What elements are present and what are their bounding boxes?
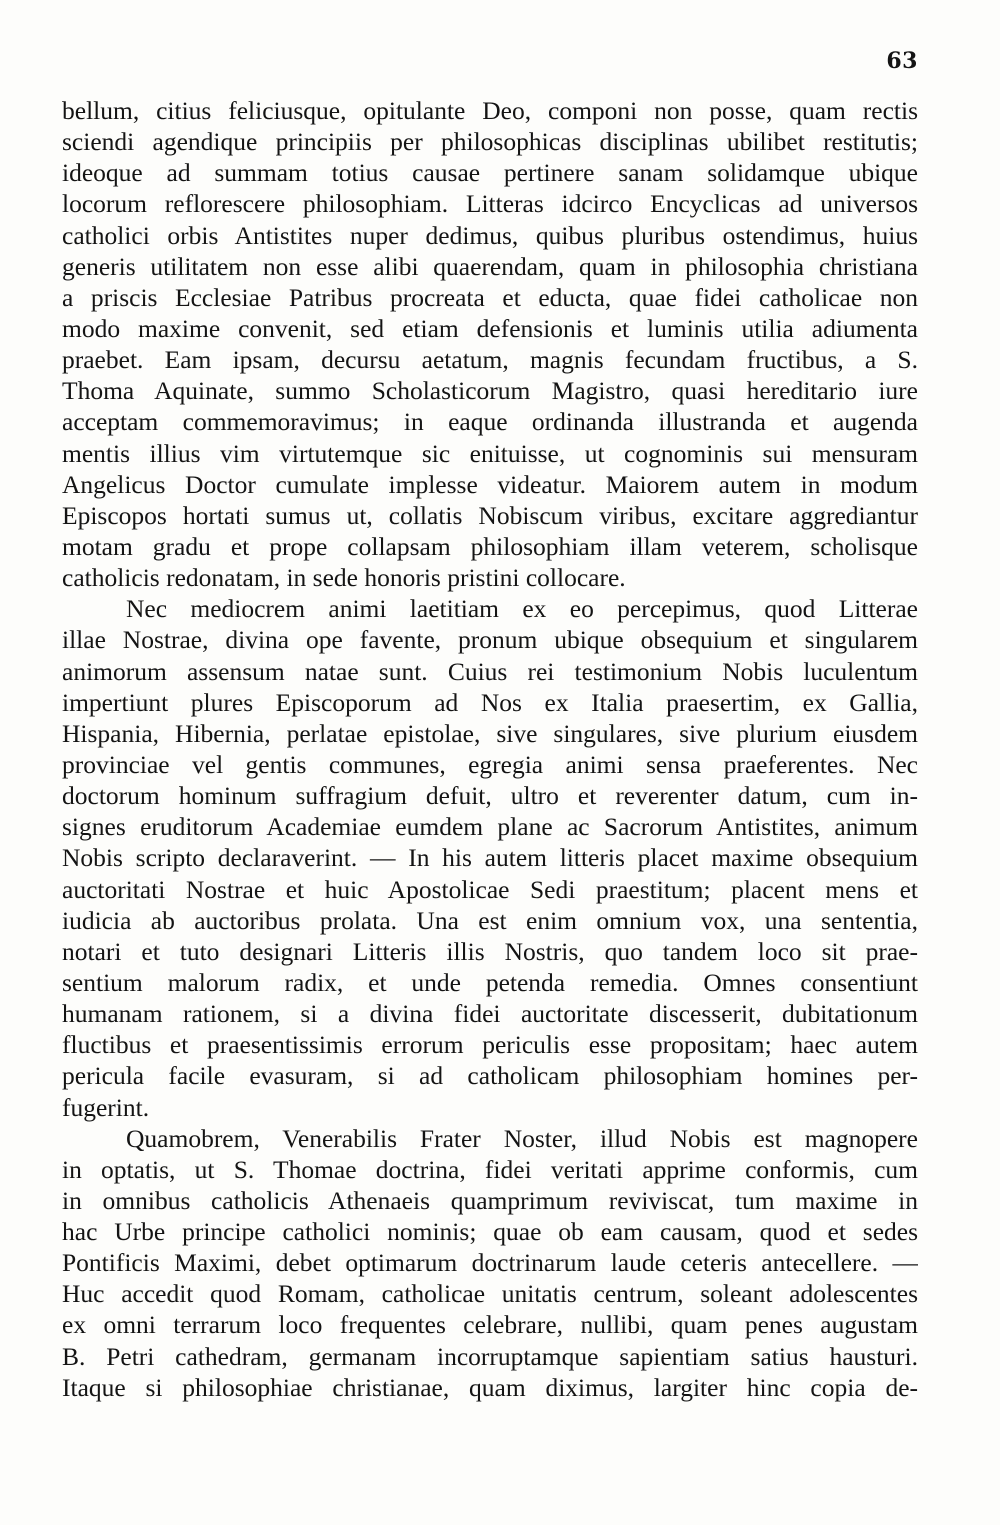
- text-line: in optatis, ut S. Thomae doctrina, fidei veritati apprime conformis, cum: [62, 1154, 918, 1184]
- text-line: animorum assensum natae sunt. Cuius rei testimonium Nobis luculentum: [62, 656, 918, 686]
- text-line: Itaque si philosophiae christianae, quam diximus, largiter hinc copia de-: [62, 1372, 918, 1402]
- text-line: a priscis Ecclesiae Patribus procreata et educta, quae fidei catholicae non: [62, 282, 918, 312]
- text-line: fugerint.: [62, 1092, 150, 1122]
- text-line: Episcopos hortati sumus ut, collatis Nobiscum viribus, excitare aggrediantur: [62, 500, 918, 530]
- page-number: 63: [886, 48, 918, 74]
- text-line: Angelicus Doctor cumulate implesse videatur. Maiorem autem in modum: [62, 469, 918, 499]
- text-line: Quamobrem, Venerabilis Frater Noster, illud Nobis est magnopere: [126, 1123, 918, 1153]
- text-line: ideoque ad summam totius causae pertinere sanam solidamque ubique: [62, 158, 918, 188]
- text-line: catholici orbis Antistites nuper dedimus, quibus pluribus ostendimus, huius: [62, 220, 918, 250]
- text-line: modo maxime convenit, sed etiam defensionis et luminis utilia adiumenta: [62, 313, 918, 343]
- text-line: praebet. Eam ipsam, decursu aetatum, magnis fecundam fructibus, a S.: [62, 345, 918, 375]
- text-line: motam gradu et prope collapsam philosophiam illam veterem, scholisque: [62, 531, 918, 561]
- text-line: hac Urbe principe catholici nominis; quae ob eam causam, quod et sedes: [62, 1217, 918, 1247]
- text-line: auctoritati Nostrae et huic Apostolicae Sedi praestitum; placent mens et: [62, 874, 918, 904]
- text-line: bellum, citius feliciusque, opitulante Deo, componi non posse, quam rectis: [62, 96, 918, 125]
- text-line: impertiunt plures Episcoporum ad Nos ex Italia praesertim, ex Gallia,: [62, 687, 918, 717]
- text-line: illae Nostrae, divina ope favente, pronum ubique obsequium et singularem: [62, 625, 918, 655]
- text-line: in omnibus catholicis Athenaeis quamprimum reviviscat, tum maxime in: [62, 1185, 918, 1215]
- text-line: pericula facile evasuram, si ad catholicam philosophiam homines per-: [62, 1061, 918, 1091]
- text-line: Thoma Aquinate, summo Scholasticorum Magistro, quasi hereditario iure: [62, 376, 918, 406]
- text-line: Pontificis Maximi, debet optimarum doctrinarum laude ceteris antecellere. —: [62, 1248, 918, 1278]
- text-line: Hispania, Hibernia, perlatae epistolae, sive singulares, sive plurium eiusdem: [62, 718, 918, 748]
- text-line: signes eruditorum Academiae eumdem plane ac Sacrorum Antistites, animum: [62, 812, 918, 842]
- text-line: doctorum hominum suffragium defuit, ultro et reverenter datum, cum in-: [62, 781, 918, 811]
- text-line: iudicia ab auctoribus prolata. Una est enim omnium vox, una sententia,: [62, 905, 918, 935]
- text-line: sciendi agendique principiis per philosophicas disciplinas ubilibet restitutis;: [62, 127, 918, 157]
- text-line: notari et tuto designari Litteris illis Nostris, quo tandem loco sit prae-: [62, 936, 918, 966]
- text-line: B. Petri cathedram, germanam incorruptamque sapientiam satius hausturi.: [62, 1341, 918, 1371]
- text-line: catholicis redonatam, in sede honoris pristini collocare.: [62, 563, 626, 593]
- text-line: provinciae vel gentis communes, egregia animi sensa praeferentes. Nec: [62, 749, 918, 779]
- text-line: humanam rationem, si a divina fidei auctoritate discesserit, dubitationum: [62, 999, 918, 1029]
- paragraph-1: [62, 95, 918, 593]
- text-line: fluctibus et praesentissimis errorum periculis esse propositam; haec autem: [62, 1030, 918, 1060]
- text-line: generis utilitatem non esse alibi quaerendam, quam in philosophia christiana: [62, 251, 918, 281]
- text-line: sentium malorum radix, et unde petenda remedia. Omnes consentiunt: [62, 967, 918, 997]
- text-line: Nec mediocrem animi laetitiam ex eo percepimus, quod Litterae: [126, 594, 918, 624]
- paragraph-2: [62, 593, 918, 1122]
- text-line: Huc accedit quod Romam, catholicae unitatis centrum, soleant adolescentes: [62, 1279, 918, 1309]
- body-text: [62, 95, 918, 1403]
- text-line: ex omni terrarum loco frequentes celebrare, nullibi, quam penes augustam: [62, 1310, 918, 1340]
- text-line: locorum reflorescere philosophiam. Litteras idcirco Encyclicas ad universos: [62, 189, 918, 219]
- text-line: acceptam commemoravimus; in eaque ordinanda illustranda et augenda: [62, 407, 918, 437]
- paragraph-3: [62, 1123, 918, 1403]
- text-line: Nobis scripto declaraverint. — In his autem litteris placet maxime obsequium: [62, 843, 918, 873]
- text-line: mentis illius vim virtutemque sic enituisse, ut cognominis sui mensuram: [62, 438, 918, 468]
